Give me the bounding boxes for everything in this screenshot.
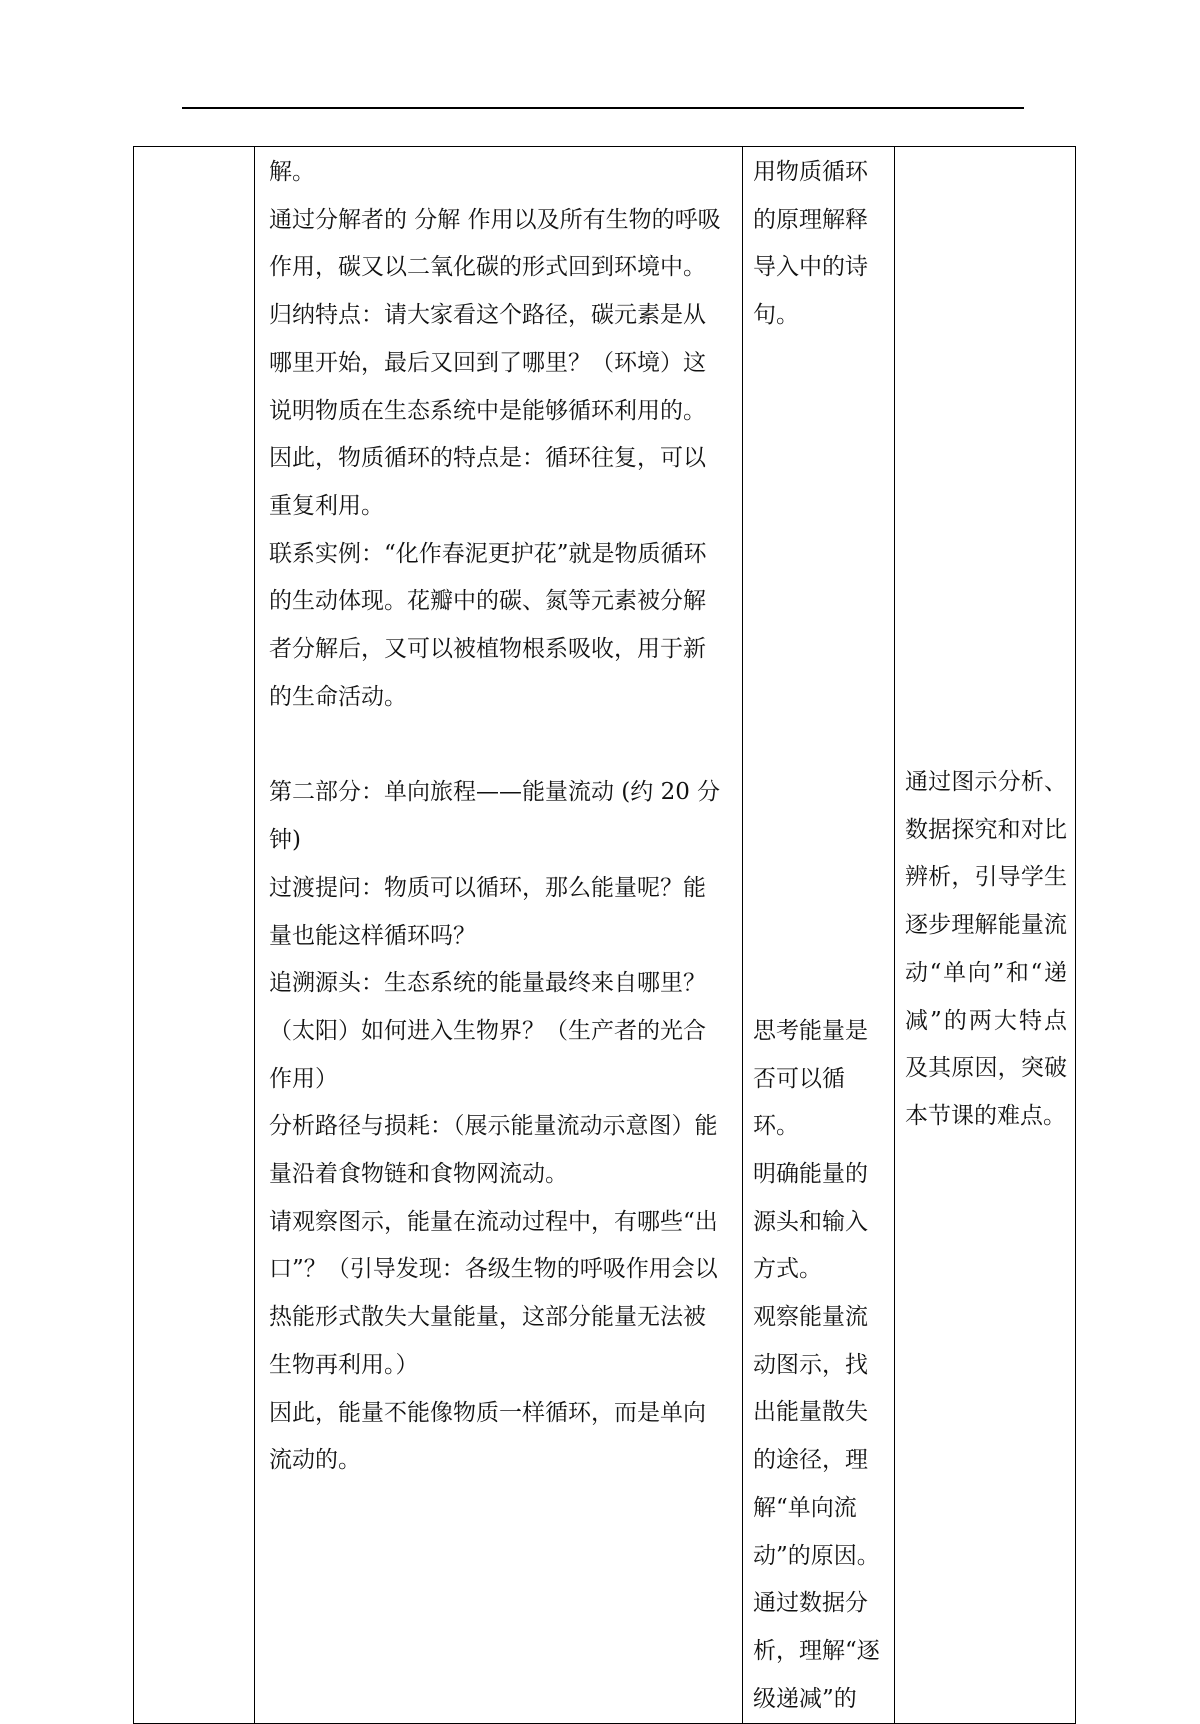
paragraph: 思考能量是否可以循环。 (753, 1017, 868, 1140)
phase-cell (134, 147, 255, 1724)
paragraph: 因此，能量不能像物质一样循环，而是单向流动的。 (269, 1399, 706, 1474)
paragraph: 归纳特点：请大家看这个路径，碳元素是从哪里开始，最后又回到了哪里？（环境）这说明物质在生态系统中是能够循环利用的。 (269, 302, 706, 424)
table-row (134, 147, 1076, 1724)
paragraph: 解。 (269, 159, 315, 185)
paragraph: 联系实例：“化作春泥更护花”就是物质循环的生动体现。花瓣中的碳、氮等元素被分解者分解后，又可以被植物根系吸收，用于新的生命活动。 (269, 540, 707, 710)
paragraph: 请观察图示，能量在流动过程中，有哪些“出口”？（引导发现：各级生物的呼吸作用会以热能形式散失大量能量，这部分能量无法被生物再利用。） (269, 1208, 718, 1378)
design-intent-cell (895, 147, 1076, 1724)
paragraph: 观察能量流动图示，找出能量散失的途径，理解“单向流动”的原因。 (753, 1304, 880, 1569)
paragraph: 通过分解者的 分解 作用以及所有生物的呼吸 作用，碳又以二氧化碳的形式回到环境中。 (269, 206, 721, 281)
header-rule (182, 107, 1024, 109)
paragraph: 明确能量的源头和输入方式。 (753, 1160, 868, 1283)
paragraph: 过渡提问：物质可以循环，那么能量呢？能量也能这样循环吗？ (269, 874, 706, 949)
paragraph: 分析路径与损耗：（展示能量流动示意图）能量沿着食物链和食物网流动。 (269, 1113, 718, 1188)
paragraph: 因此，物质循环的特点是：循环往复，可以重复利用。 (269, 445, 706, 519)
section-heading: 第二部分：单向旅程——能量流动 (约 20 分钟) (269, 779, 721, 854)
paragraph: 追溯源头：生态系统的能量最终来自哪里？（太阳）如何进入生物界？（生产者的光合作用） (269, 970, 706, 1092)
paragraph: 通过数据分析，理解“逐级递减”的 (753, 1590, 880, 1712)
paragraph: 用物质循环的原理解释导入中的诗句。 (753, 159, 868, 329)
teacher-activity-cell (255, 147, 743, 1724)
lesson-plan-table (133, 146, 1076, 1724)
student-activity-cell (743, 147, 895, 1724)
paragraph: 通过图示分析、数据探究和对比辨析，引导学生逐步理解能量流动“单向”和“递减”的两大特点及其原因，突破本节课的难点。 (905, 769, 1067, 1129)
